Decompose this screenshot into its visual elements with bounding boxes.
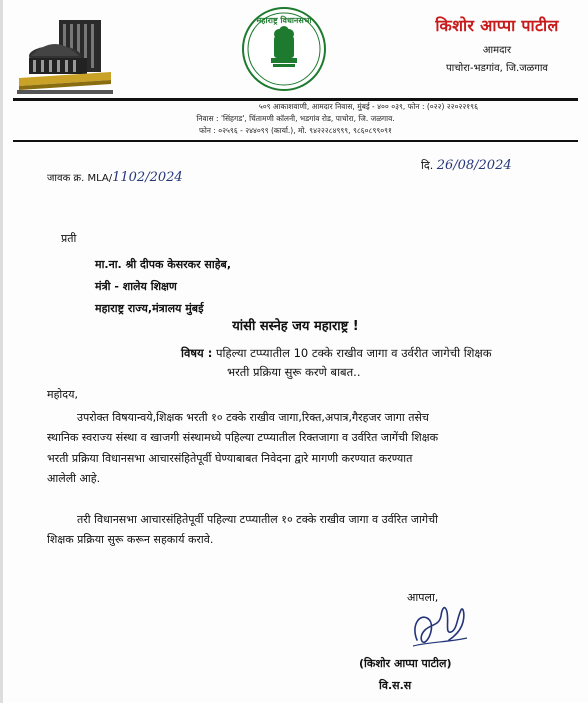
- address-line-phone: फोन : ०२५९६ - २४४०९९ (कार्या.), मो. ९४२२२८४९९९, ९८६०८९९०९१: [199, 126, 392, 135]
- paragraph-2-line-2: शिक्षक प्रक्रिया सुरू करून सहकार्य करावे.: [47, 533, 214, 547]
- letterhead-name-block: [407, 14, 587, 74]
- recipient-name: मा.ना. श्री दीपक केसरकर साहेब,: [95, 258, 231, 271]
- date-label: दि.: [421, 159, 434, 172]
- recipient-office: महाराष्ट्र राज्य,मंत्रालय मुंबई: [95, 302, 204, 315]
- paragraph-2: [47, 510, 567, 551]
- paragraph-1-line-1: उपरोक्त विषयान्वये,शिक्षक भरती १० टक्के राखीव जागा,रिक्त,अपात्र,गैरहजर जागा तसेच: [77, 411, 429, 424]
- seal-label: महाराष्ट्र विधानसभा: [256, 16, 312, 25]
- address-line-mumbai: ५०९ आकाशवाणी, आमदार निवास, मुंबई - ४०० ०३९, फोन : (०२२) २२०२२१९६: [258, 102, 478, 111]
- salutation: महोदय,: [47, 388, 78, 401]
- paragraph-2-line-1: तरी विधानसभा आचारसंहितेपूर्वी पहिल्या टप्प्यातील १० टक्के राखीव जागा व उर्वरित जागेची: [77, 513, 438, 526]
- recipient-post: मंत्री - शालेय शिक्षण: [95, 280, 177, 293]
- subject-label: विषय :: [181, 346, 213, 360]
- recipient-prefix: प्रती: [61, 232, 77, 245]
- subject-line-2: भरती प्रक्रिया सुरू करणे बाबत..: [227, 364, 361, 379]
- date-value: 26/08/2024: [436, 158, 512, 173]
- vidhan-bhavan-icon: [15, 14, 115, 98]
- header-rule-top: [13, 98, 578, 101]
- address-line-residence: निवास : 'सिंहगड', चिंतामणी कॉलनी, भडगांव रोड, पाचोरा, जि. जळगाव.: [196, 114, 395, 123]
- paragraph-1: [47, 408, 567, 489]
- signatory-name: (किशोर आप्पा पाटील): [359, 657, 452, 670]
- ref-value: 1102/2024: [112, 170, 183, 185]
- subject-line-1: पहिल्या टप्प्यातील 10 टक्के राखीव जागा व उर्वरीत जागेची शिक्षक: [215, 346, 492, 360]
- paragraph-1-line-2: स्थानिक स्वराज्य संस्था व खाजगी संस्थामध्ये पहिल्या टप्प्यातील रिक्तजागा व उर्वरित जागेंची शिक्षक: [47, 431, 439, 445]
- closing-word: आपला,: [407, 591, 439, 604]
- subject-block: [181, 344, 581, 382]
- mla-name: किशोर आप्पा पाटील: [435, 16, 559, 35]
- paragraph-1-line-3: भरती प्रक्रिया विधानसभा आचारसंहितेपूर्वी घेण्याबाबत निवेदना द्वारे मागणी करण्यात करण्यात: [47, 451, 413, 465]
- mla-constituency: पाचोरा-भडगांव, जि.जळगाव: [445, 63, 548, 74]
- reference-number: [47, 170, 183, 185]
- greeting: यांसी सस्नेह जय महाराष्ट्र !: [232, 319, 359, 334]
- ref-label: जावक क्र. MLA/: [47, 173, 113, 184]
- signature-icon: [405, 596, 475, 652]
- header-rule-bottom: [13, 140, 578, 142]
- letter-date: [421, 158, 512, 173]
- paragraph-1-line-4: आलेली आहे.: [47, 472, 101, 486]
- mla-role: आमदार: [482, 45, 512, 56]
- signatory-post: वि.स.स: [379, 679, 412, 692]
